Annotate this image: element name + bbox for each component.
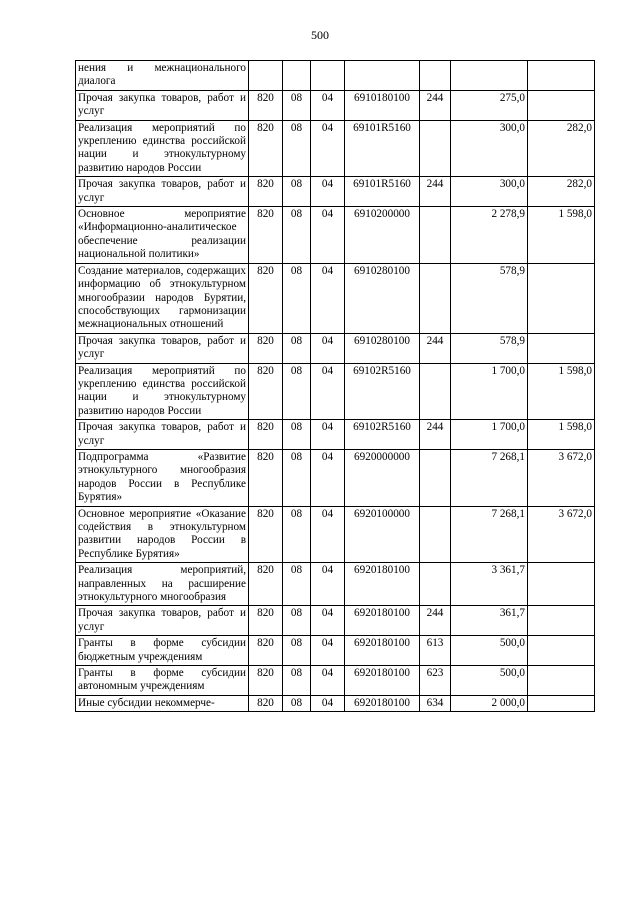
expense-type-code — [420, 506, 451, 563]
amount-year-1: 300,0 — [451, 177, 528, 207]
ministry-code: 820 — [249, 177, 283, 207]
amount-year-2: 1 598,0 — [528, 420, 595, 450]
table-row — [76, 449, 595, 506]
target-article-code: 6920000000 — [345, 449, 420, 506]
ministry-code: 820 — [249, 333, 283, 363]
section-code: 08 — [283, 177, 311, 207]
row-description: нения и межнационального диалога — [76, 61, 249, 91]
table-row — [76, 420, 595, 450]
amount-year-1: 578,9 — [451, 263, 528, 333]
subsection-code: 04 — [311, 606, 345, 636]
row-description: Прочая закупка товаров, работ и услуг — [76, 177, 249, 207]
amount-year-2 — [528, 695, 595, 711]
amount-year-2 — [528, 61, 595, 91]
amount-year-1: 275,0 — [451, 90, 528, 120]
amount-year-1: 7 268,1 — [451, 506, 528, 563]
amount-year-1: 300,0 — [451, 120, 528, 177]
table-row — [76, 120, 595, 177]
amount-year-2 — [528, 606, 595, 636]
row-description: Прочая закупка товаров, работ и услуг — [76, 90, 249, 120]
expense-type-code — [420, 120, 451, 177]
subsection-code: 04 — [311, 420, 345, 450]
subsection-code: 04 — [311, 449, 345, 506]
table-row — [76, 606, 595, 636]
row-description: Реализация мероприятий по укреплению единства российской нации и этнокультурному развитию народов России — [76, 363, 249, 420]
amount-year-2: 3 672,0 — [528, 449, 595, 506]
expense-type-code: 244 — [420, 90, 451, 120]
row-description: Прочая закупка товаров, работ и услуг — [76, 333, 249, 363]
subsection-code: 04 — [311, 263, 345, 333]
expense-type-code: 634 — [420, 695, 451, 711]
subsection-code: 04 — [311, 90, 345, 120]
amount-year-2 — [528, 263, 595, 333]
row-description: Иные субсидии некоммерче- — [76, 695, 249, 711]
ministry-code — [249, 61, 283, 91]
subsection-code: 04 — [311, 636, 345, 666]
section-code — [283, 61, 311, 91]
amount-year-1: 2 278,9 — [451, 207, 528, 264]
table-row — [76, 666, 595, 696]
subsection-code: 04 — [311, 666, 345, 696]
target-article-code: 6910280100 — [345, 333, 420, 363]
subsection-code — [311, 61, 345, 91]
expense-type-code: 613 — [420, 636, 451, 666]
amount-year-2 — [528, 636, 595, 666]
amount-year-2 — [528, 333, 595, 363]
ministry-code: 820 — [249, 449, 283, 506]
target-article-code: 69101R5160 — [345, 120, 420, 177]
row-description: Прочая закупка товаров, работ и услуг — [76, 606, 249, 636]
amount-year-1 — [451, 61, 528, 91]
section-code: 08 — [283, 695, 311, 711]
row-description: Гранты в форме субсидии бюджетным учреждениям — [76, 636, 249, 666]
table-row — [76, 563, 595, 606]
amount-year-2 — [528, 90, 595, 120]
amount-year-2 — [528, 563, 595, 606]
expense-type-code: 244 — [420, 420, 451, 450]
ministry-code: 820 — [249, 90, 283, 120]
table-row — [76, 207, 595, 264]
row-description: Реализация мероприятий по укреплению единства российской нации и этнокультурному развитию народов России — [76, 120, 249, 177]
amount-year-1: 361,7 — [451, 606, 528, 636]
section-code: 08 — [283, 120, 311, 177]
target-article-code: 6920180100 — [345, 695, 420, 711]
budget-table — [75, 60, 595, 712]
target-article-code: 69102R5160 — [345, 420, 420, 450]
row-description: Основное мероприятие «Информационно-аналитическое обеспечение реализации национальной политики» — [76, 207, 249, 264]
section-code: 08 — [283, 666, 311, 696]
amount-year-2: 1 598,0 — [528, 363, 595, 420]
expense-type-code — [420, 61, 451, 91]
ministry-code: 820 — [249, 606, 283, 636]
amount-year-1: 1 700,0 — [451, 420, 528, 450]
amount-year-2: 282,0 — [528, 120, 595, 177]
row-description: Подпрограмма «Развитие этнокультурного многообразия народов России в Республике Бурятия» — [76, 449, 249, 506]
subsection-code: 04 — [311, 695, 345, 711]
amount-year-1: 500,0 — [451, 666, 528, 696]
expense-type-code — [420, 449, 451, 506]
ministry-code: 820 — [249, 120, 283, 177]
target-article-code: 69101R5160 — [345, 177, 420, 207]
expense-type-code: 244 — [420, 177, 451, 207]
amount-year-2: 282,0 — [528, 177, 595, 207]
section-code: 08 — [283, 420, 311, 450]
target-article-code: 6910180100 — [345, 90, 420, 120]
target-article-code — [345, 61, 420, 91]
section-code: 08 — [283, 606, 311, 636]
target-article-code: 6920180100 — [345, 606, 420, 636]
target-article-code: 6920180100 — [345, 563, 420, 606]
table-row — [76, 90, 595, 120]
row-description: Реализация мероприятий, направленных на расширение этнокультурного многообразия — [76, 563, 249, 606]
ministry-code: 820 — [249, 420, 283, 450]
row-description: Основное мероприятие «Оказание содействия в этнокультурном развитии народов России в Республике Бурятия» — [76, 506, 249, 563]
section-code: 08 — [283, 449, 311, 506]
expense-type-code: 244 — [420, 333, 451, 363]
expense-type-code — [420, 563, 451, 606]
table-row — [76, 636, 595, 666]
expense-type-code: 623 — [420, 666, 451, 696]
ministry-code: 820 — [249, 207, 283, 264]
amount-year-1: 7 268,1 — [451, 449, 528, 506]
row-description: Прочая закупка товаров, работ и услуг — [76, 420, 249, 450]
expense-type-code: 244 — [420, 606, 451, 636]
amount-year-2 — [528, 666, 595, 696]
amount-year-1: 2 000,0 — [451, 695, 528, 711]
amount-year-1: 3 361,7 — [451, 563, 528, 606]
ministry-code: 820 — [249, 563, 283, 606]
ministry-code: 820 — [249, 506, 283, 563]
table-row — [76, 177, 595, 207]
section-code: 08 — [283, 506, 311, 563]
section-code: 08 — [283, 563, 311, 606]
amount-year-2: 1 598,0 — [528, 207, 595, 264]
expense-type-code — [420, 263, 451, 333]
subsection-code: 04 — [311, 333, 345, 363]
section-code: 08 — [283, 636, 311, 666]
table-row — [76, 695, 595, 711]
subsection-code: 04 — [311, 563, 345, 606]
ministry-code: 820 — [249, 636, 283, 666]
subsection-code: 04 — [311, 506, 345, 563]
table-row — [76, 506, 595, 563]
target-article-code: 6920100000 — [345, 506, 420, 563]
section-code: 08 — [283, 333, 311, 363]
amount-year-1: 500,0 — [451, 636, 528, 666]
ministry-code: 820 — [249, 666, 283, 696]
section-code: 08 — [283, 207, 311, 264]
budget-table-body — [76, 61, 595, 712]
target-article-code: 6910200000 — [345, 207, 420, 264]
subsection-code: 04 — [311, 363, 345, 420]
section-code: 08 — [283, 90, 311, 120]
table-row — [76, 363, 595, 420]
row-description: Создание материалов, содержащих информацию об этнокультурном многообразии народов Бурятии, способствующих гармонизации межнациональных отношений — [76, 263, 249, 333]
ministry-code: 820 — [249, 363, 283, 420]
target-article-code: 6920180100 — [345, 666, 420, 696]
expense-type-code — [420, 207, 451, 264]
subsection-code: 04 — [311, 177, 345, 207]
ministry-code: 820 — [249, 263, 283, 333]
target-article-code: 6920180100 — [345, 636, 420, 666]
table-row — [76, 263, 595, 333]
target-article-code: 6910280100 — [345, 263, 420, 333]
target-article-code: 69102R5160 — [345, 363, 420, 420]
amount-year-1: 1 700,0 — [451, 363, 528, 420]
subsection-code: 04 — [311, 207, 345, 264]
section-code: 08 — [283, 263, 311, 333]
amount-year-2: 3 672,0 — [528, 506, 595, 563]
page-number: 500 — [311, 28, 329, 42]
expense-type-code — [420, 363, 451, 420]
table-row — [76, 333, 595, 363]
ministry-code: 820 — [249, 695, 283, 711]
amount-year-1: 578,9 — [451, 333, 528, 363]
subsection-code: 04 — [311, 120, 345, 177]
row-description: Гранты в форме субсидии автономным учреждениям — [76, 666, 249, 696]
table-row — [76, 61, 595, 91]
section-code: 08 — [283, 363, 311, 420]
